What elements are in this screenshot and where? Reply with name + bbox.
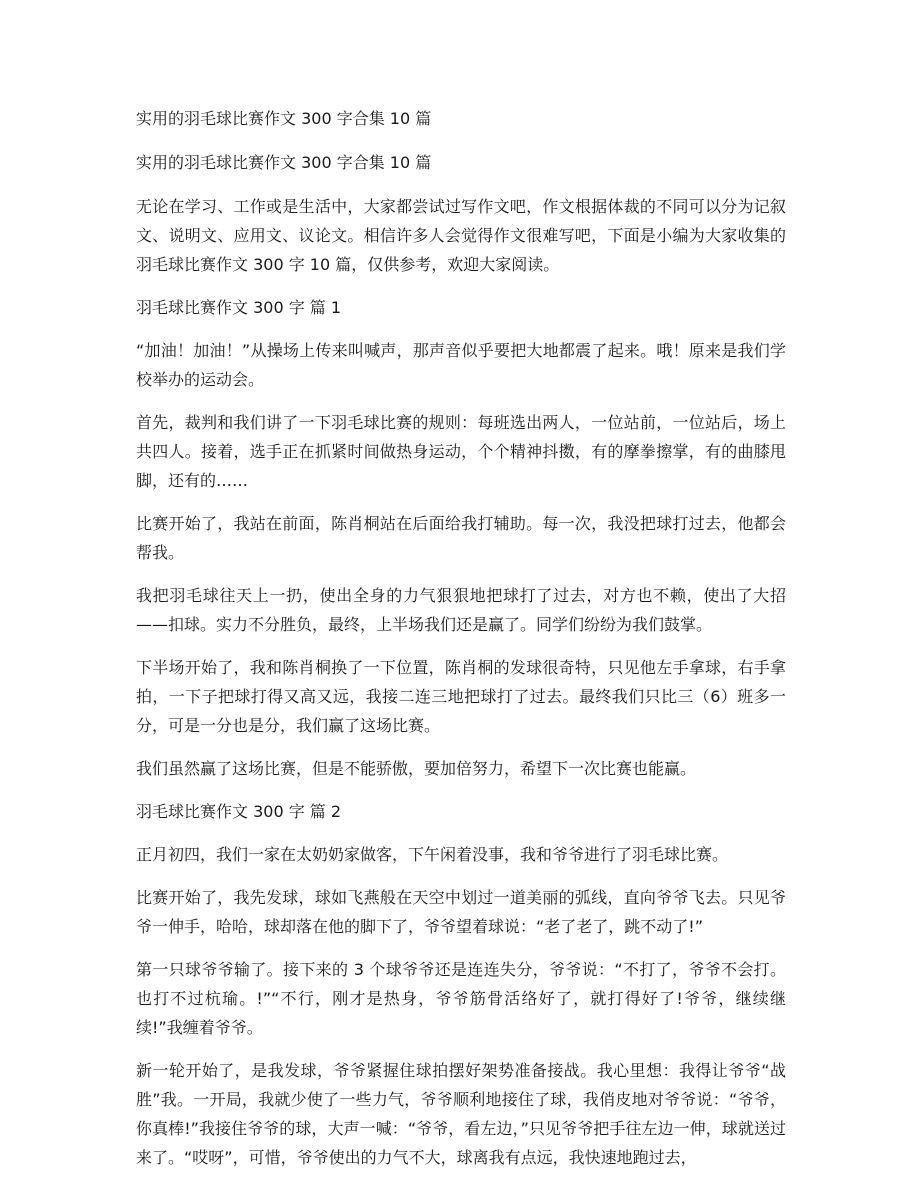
section-2-heading: 羽毛球比赛作文 300 字 篇 2 [136,802,342,821]
section-1-paragraph: 比赛开始了，我站在前面，陈肖桐站在后面给我打辅助。每一次，我没把球打过去，他都会帮我。 [136,514,786,562]
section-1-heading: 羽毛球比赛作文 300 字 篇 1 [136,298,342,317]
intro-paragraph: 无论在学习、工作或是生活中，大家都尝试过写作文吧，作文根据体裁的不同可以分为记叙文、说明文、应用文、议论文。相信许多人会觉得作文很难写吧，下面是小编为大家收集的羽毛球比赛作文 300 字 10 篇，仅供参考，欢迎大家阅读。 [136,197,786,274]
section-1-paragraph: 下半场开始了，我和陈肖桐换了一下位置，陈肖桐的发球很奇特，只见他左手拿球，右手拿拍，一下子把球打得又高又远，我接二连三地把球打了过去。最终我们只比三（6）班多一分，可是一分也是分，我们赢了这场比赛。 [136,658,786,735]
section-1-paragraph: 我把羽毛球往天上一扔，使出全身的力气狠狠地把球打了过去，对方也不赖，使出了大招——扣球。实力不分胜负，最终，上半场我们还是赢了。同学们纷纷为我们鼓掌。 [136,586,786,634]
section-1-paragraph: 首先，裁判和我们讲了一下羽毛球比赛的规则：每班选出两人，一位站前，一位站后，场上共四人。接着，选手正在抓紧时间做热身运动，个个精神抖擞，有的摩拳擦掌，有的曲膝甩脚，还有的…… [136,413,786,490]
section-2-paragraph: 第一只球爷爷输了。接下来的 3 个球爷爷还是连连失分，爷爷说：“不打了，爷爷不会打。也打不过杭瑜。!”“不行，刚才是热身，爷爷筋骨活络好了，就打得好了!爷爷，继续继续!”我缠着爷爷。 [136,960,786,1037]
document-subtitle: 实用的羽毛球比赛作文 300 字合集 10 篇 [136,153,432,172]
section-2-paragraph: 比赛开始了，我先发球，球如飞燕般在天空中划过一道美丽的弧线，直向爷爷飞去。只见爷爷一伸手，哈哈，球却落在他的脚下了，爷爷望着球说：“老了老了，跳不动了!” [136,888,786,936]
section-1-paragraph: 我们虽然赢了这场比赛，但是不能骄傲，要加倍努力，希望下一次比赛也能赢。 [136,759,697,778]
document-page [136,104,786,1186]
section-1-paragraph: “加油！加油！”从操场上传来叫喊声，那声音似乎要把大地都震了起来。哦！原来是我们学校举办的运动会。 [136,341,786,389]
section-2-paragraph: 新一轮开始了，是我发球，爷爷紧握住球拍摆好架势准备接战。我心里想：我得让爷爷“战胜”我。一开局，我就少使了一些力气，爷爷顺利地接住了球，我俏皮地对爷爷说：“爷爷，你真棒!”我接住爷爷的球，大声一喊：“爷爷，看左边，”只见爷爷把手往左边一伸，球就送过来了。“哎呀”，可惜，爷爷使出的力气不大，球离我有点远，我快速地跑过去， [136,1061,786,1167]
section-2-paragraph: 正月初四，我们一家在太奶奶家做客，下午闲着没事，我和爷爷进行了羽毛球比赛。 [136,845,729,864]
document-title: 实用的羽毛球比赛作文 300 字合集 10 篇 [136,109,432,128]
